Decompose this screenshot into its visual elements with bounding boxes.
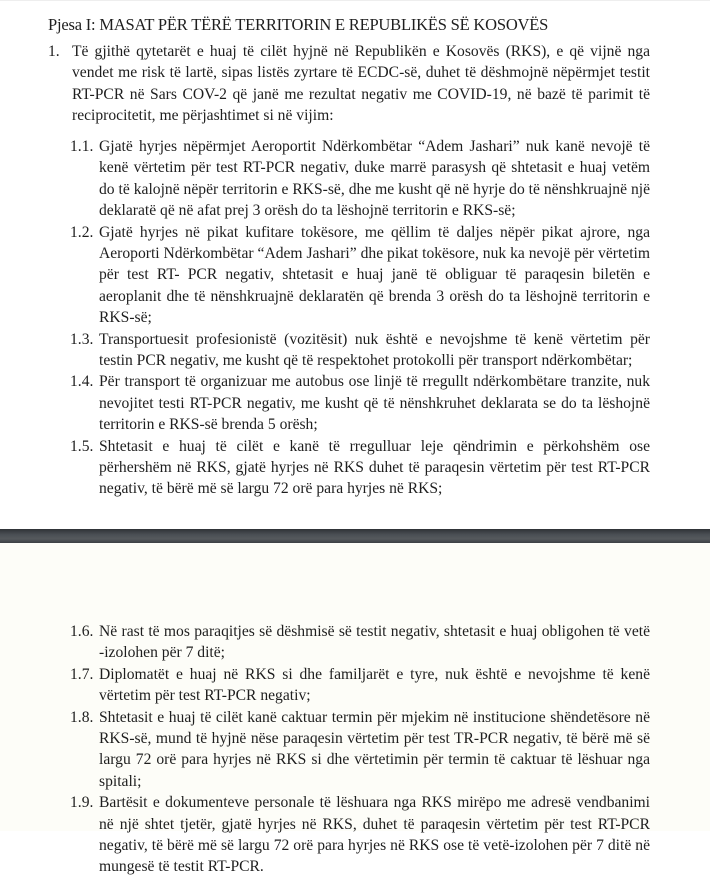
item-text: Për transport të organizuar me autobus ose linjë të rregullt ndërkombëtare tranzite, nuk nevojitet testi RT-PCR negativ, me kusht që të nënshkruhet deklarata se do ta lëshojnë territorin e RKS-së brenda 5 orësh;	[99, 373, 650, 434]
item-text: Bartësit e dokumenteve personale të lëshuara nga RKS mirëpo me adresë vendbanimi në një shtet tjetër, gjatë hyrjes në RKS, duhet të paraqesin vërtetim për test RT-PCR negativ, të bërë më së largu 72 orë para hyrjes në RKS ose të vetë-izolohen për 7 ditë në mungesë të testit RT-PCR.	[99, 794, 650, 876]
list-item-1-9	[70, 792, 650, 878]
document-page-bottom	[0, 543, 710, 876]
list-item-1	[48, 41, 650, 127]
page-separator	[0, 529, 710, 543]
list-item-1-3	[70, 329, 650, 372]
item-text: Në rast të mos paraqitjes së dëshmisë së testit negativ, shtetasit e huaj obligohen të vetë -izolohen për 7 ditë;	[99, 623, 650, 662]
item-text: Gjatë hyrjes nëpërmjet Aeroportit Ndërkombëtar “Adem Jashari” nuk kanë nevojë të kenë vërtetim për test RT-PCR negativ, duke marrë parasysh që shtetasit e huaj vetëm do të kalojnë nëpër territorin e RKS-së, dhe me kusht që në hyrje do të nënshkruajnë një deklaratë që në afat prej 3 orësh do ta lëshojnë territorin e RKS-së;	[99, 138, 650, 220]
list-item-1-7	[70, 664, 650, 707]
item-number: 1.6.	[70, 623, 94, 640]
list-item-1-1	[70, 136, 650, 222]
list-item-1-2	[70, 222, 650, 329]
section-title: Pjesa I: MASAT PËR TËRË TERRITORIN E REPUBLIKËS SË KOSOVËS	[48, 15, 549, 34]
item-text: Shtetasit e huaj të cilët kanë caktuar termin për mjekim në institucione shëndetësore në RKS-së, mund të hyjnë nëse paraqesin vërtetim për test TR-PCR negativ, të bërë më së largu 72 orë para hyrjes në RKS si dhe vërtetimin për termin të caktuar të lëshuar nga spitali;	[99, 708, 650, 790]
list-item-1-5	[70, 436, 650, 500]
item-number: 1.3.	[70, 330, 94, 348]
item-text: Transportuesit profesionistë (vozitësit) nuk është e nevojshme të kenë vërtetim për testin PCR negativ, me kusht që të respektohet protokolli për transport ndërkombëtar;	[99, 330, 650, 369]
item-number: 1.8.	[70, 708, 94, 726]
item-number: 1.5.	[70, 437, 94, 455]
item-number: 1.2.	[70, 223, 94, 241]
item-number: 1.9.	[70, 794, 94, 812]
item-text: Të gjithë qytetarët e huaj të cilët hyjnë në Republikën e Kosovës (RKS), e që vijnë nga vendet me risk të lartë, sipas listës zyrtare të ECDC-së, duhet të dëshmojnë nëpërmjet testit RT-PCR në Sars COV-2 që janë me rezultat negativ me COVID-19, në bazë të parimit të reciprocitetit, me përjashtimet si në vijim:	[72, 43, 650, 125]
item-text: Shtetasit e huaj të cilët e kanë të rregulluar leje qëndrimin e përkohshëm ose përhershëm në RKS, gjatë hyrjes në RKS duhet të paraqesin vërtetim për test RT-PCR negativ, të bërë më së largu 72 orë para hyrjes në RKS;	[99, 437, 650, 498]
item-number: 1.7.	[70, 665, 94, 683]
item-text: Diplomatët e huaj në RKS si dhe familjarët e tyre, nuk është e nevojshme të kenë vërtetim për test RT-PCR negativ;	[99, 665, 650, 705]
item-number: 1.4.	[70, 373, 94, 391]
list-item-1-4	[70, 371, 650, 435]
item-number: 1.	[48, 43, 60, 60]
list-item-1-6	[70, 621, 650, 664]
list-item-1-8	[70, 707, 650, 793]
item-number: 1.1.	[70, 138, 94, 155]
item-text: Gjatë hyrjes në pikat kufitare tokësore, me qëllim të daljes nëpër pikat ajrore, nga Aeroporti Ndërkombëtar “Adem Jashari” dhe pikat tokësore, nuk ka nevojë për vërtetim për test RT- PCR negativ, shtetasit e huaj janë të obliguar të paraqesin biletën e aeroplanit dhe të nënshkruajnë deklaratën që brenda 3 orësh do ta lëshojnë territorin e RKS-së;	[99, 223, 650, 327]
